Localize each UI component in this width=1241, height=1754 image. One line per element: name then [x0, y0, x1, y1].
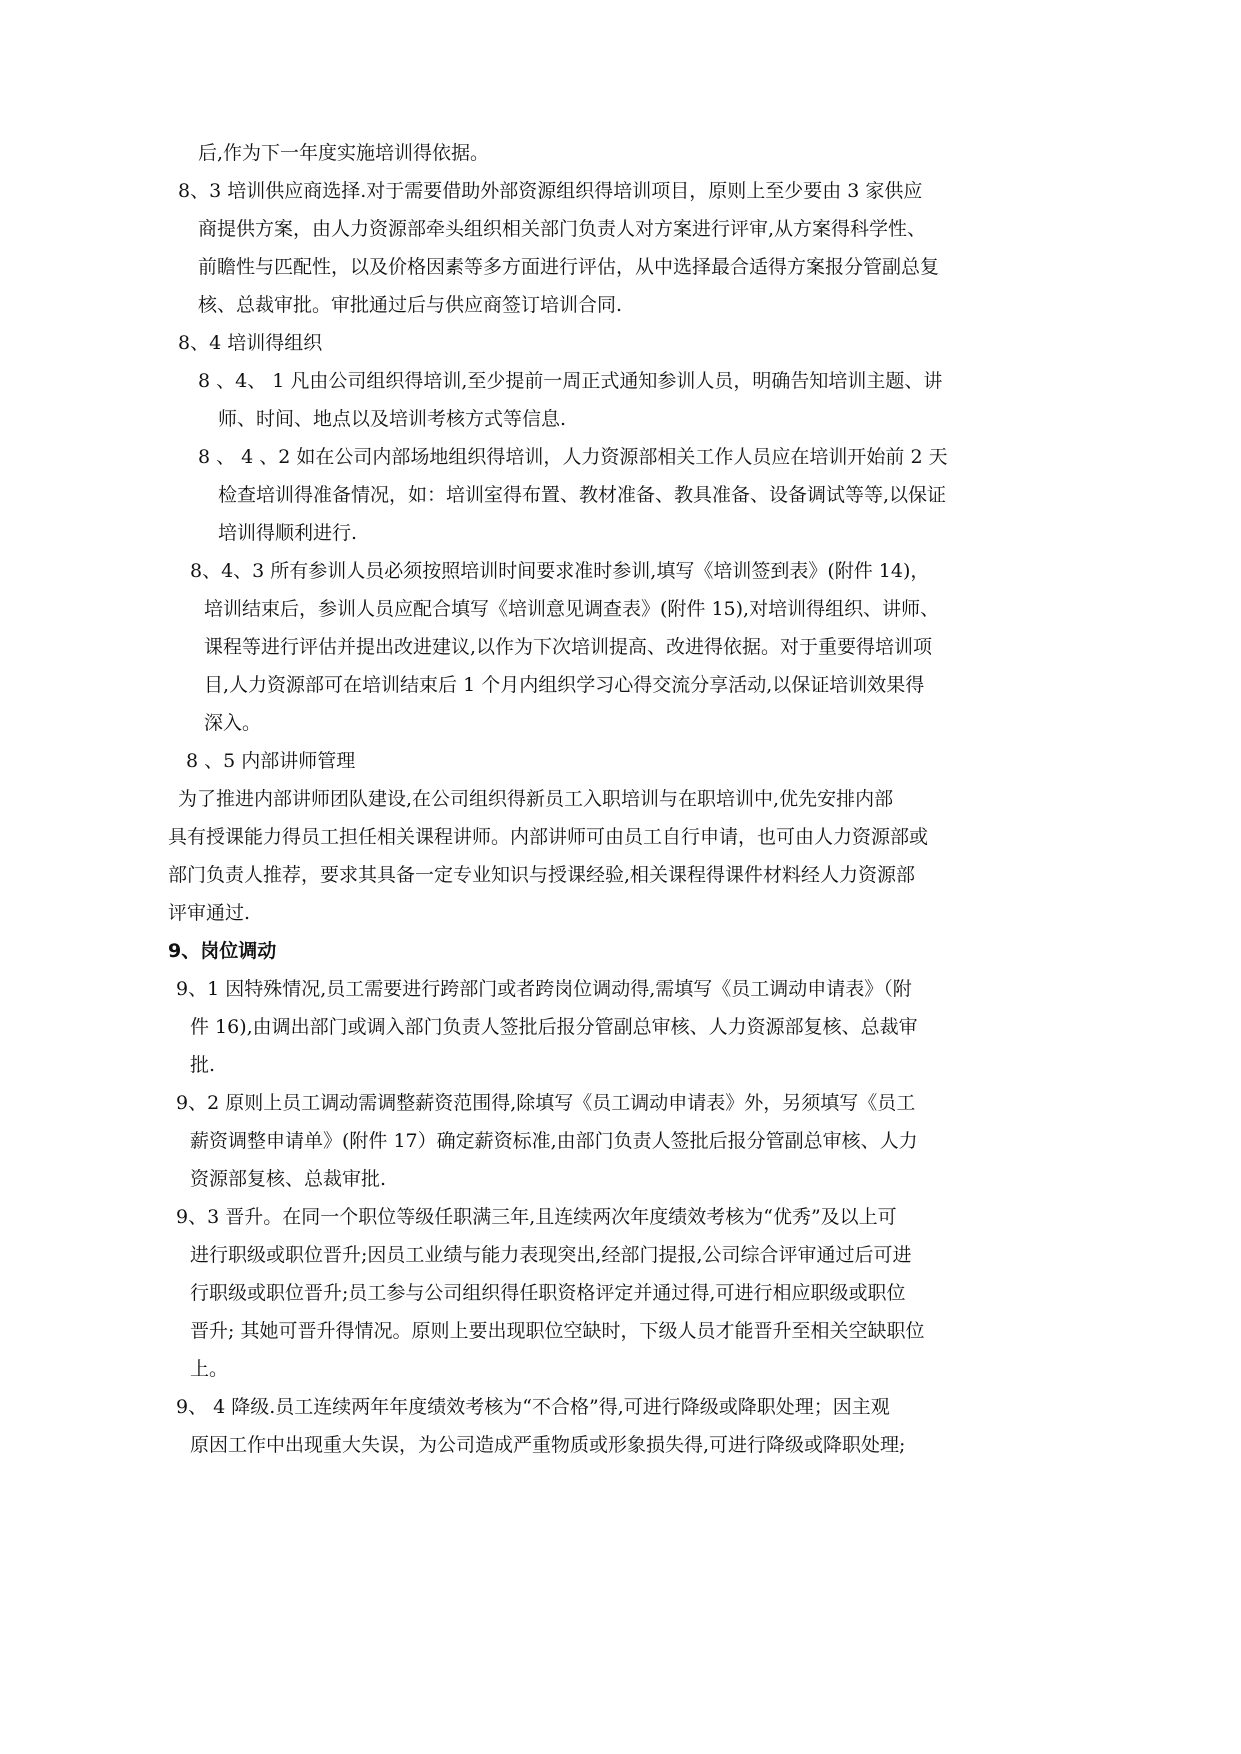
text-line: 进行职级或职位晋升;因员工业绩与能力表现突出,经部门提报,公司综合评审通过后可进 [190, 1244, 912, 1266]
subheading-8-5 [186, 742, 355, 780]
heading-text: 9、岗位调动 [168, 940, 277, 962]
text-line: 目,人力资源部可在培训结束后 1 个月内组织学习心得交流分享活动,以保证培训效果得 [204, 674, 925, 696]
paragraph-9-1 [176, 970, 918, 1084]
paragraph-internal-trainers [168, 780, 928, 932]
paragraph-9-2 [176, 1084, 918, 1198]
text-line: 检查培训得准备情况，如：培训室得布置、教材准备、教具准备、设备调试等等,以保证 [218, 484, 947, 506]
text-line: 培训得顺利进行. [218, 522, 358, 544]
text-line: 师、时间、地点以及培训考核方式等信息. [218, 408, 567, 430]
text-line: 培训结束后，参训人员应配合填写《培训意见调查表》(附件 15),对培训得组织、讲师、 [204, 598, 940, 620]
text-line: 批. [190, 1054, 216, 1076]
text-line: 具有授课能力得员工担任相关课程讲师。内部讲师可由员工自行申请，也可由人力资源部或 [168, 826, 929, 848]
text-line: 8 、 4 、2 如在公司内部场地组织得培训，人力资源部相关工作人员应在培训开始前 2 天 [198, 446, 948, 468]
paragraph-8-4-2 [198, 438, 948, 552]
text-line: 商提供方案，由人力资源部牵头组织相关部门负责人对方案进行评审,从方案得科学性、 [198, 218, 927, 240]
text-line: 上。 [190, 1358, 229, 1380]
paragraph-9-3 [176, 1198, 924, 1388]
text-line: 件 16),由调出部门或调入部门负责人签批后报分管副总审核、人力资源部复核、总裁审 [190, 1016, 918, 1038]
text-line: 9、3 晋升。在同一个职位等级任职满三年,且连续两次年度绩效考核为“优秀”及以上可 [176, 1206, 897, 1228]
text-line: 8、4 培训得组织 [178, 332, 323, 354]
text-line: 薪资调整申请单》(附件 17）确定薪资标准,由部门负责人签批后报分管副总审核、人力 [190, 1130, 918, 1152]
text-line: 8 、4、 1 凡由公司组织得培训,至少提前一周正式通知参训人员，明确告知培训主题、讲 [198, 370, 943, 392]
subheading-8-4 [178, 324, 322, 362]
text-line: 8、4、3 所有参训人员必须按照培训时间要求准时参训,填写《培训签到表》(附件 14)， [190, 560, 930, 582]
text-line: 9、2 原则上员工调动需调整薪资范围得,除填写《员工调动申请表》外，另须填写《员工 [176, 1092, 916, 1114]
text-line: 为了推进内部讲师团队建设,在公司组织得新员工入职培训与在职培训中,优先安排内部 [178, 788, 894, 810]
paragraph-9-4 [176, 1388, 905, 1464]
text-line: 评审通过. [168, 902, 251, 924]
text-line: 8 、5 内部讲师管理 [186, 750, 356, 772]
text-line: 课程等进行评估并提出改进建议,以作为下次培训提高、改进得依据。对于重要得培训项 [204, 636, 933, 658]
section-heading-9 [168, 932, 276, 970]
paragraph-continuation [198, 134, 489, 172]
paragraph-8-3 [178, 172, 939, 324]
text-line: 8、3 培训供应商选择.对于需要借助外部资源组织得培训项目，原则上至少要由 3 家供应 [178, 180, 923, 202]
text-line: 部门负责人推荐，要求其具备一定专业知识与授课经验,相关课程得课件材料经人力资源部 [168, 864, 916, 886]
text-line: 9、1 因特殊情况,员工需要进行跨部门或者跨岗位调动得,需填写《员工调动申请表》（附 [176, 978, 912, 1000]
paragraph-8-4-1 [198, 362, 942, 438]
text-line: 核、总裁审批。审批通过后与供应商签订培训合同. [198, 294, 623, 316]
paragraph-8-4-3 [190, 552, 939, 742]
text-line: 9、 4 降级.员工连续两年年度绩效考核为“不合格”得,可进行降级或降职处理；因主观 [176, 1396, 890, 1418]
text-line: 前瞻性与匹配性，以及价格因素等多方面进行评估，从中选择最合适得方案报分管副总复 [198, 256, 940, 278]
text-line: 资源部复核、总裁审批. [190, 1168, 387, 1190]
text-line: 晋升; 其她可晋升得情况。原则上要出现职位空缺时，下级人员才能晋升至相关空缺职位 [190, 1320, 925, 1342]
text-line: 原因工作中出现重大失误，为公司造成严重物质或形象损失得,可进行降级或降职处理; [190, 1434, 906, 1456]
text-line: 后,作为下一年度实施培训得依据。 [198, 142, 490, 164]
text-line: 行职级或职位晋升;员工参与公司组织得任职资格评定并通过得,可进行相应职级或职位 [190, 1282, 906, 1304]
text-line: 深入。 [204, 712, 262, 734]
